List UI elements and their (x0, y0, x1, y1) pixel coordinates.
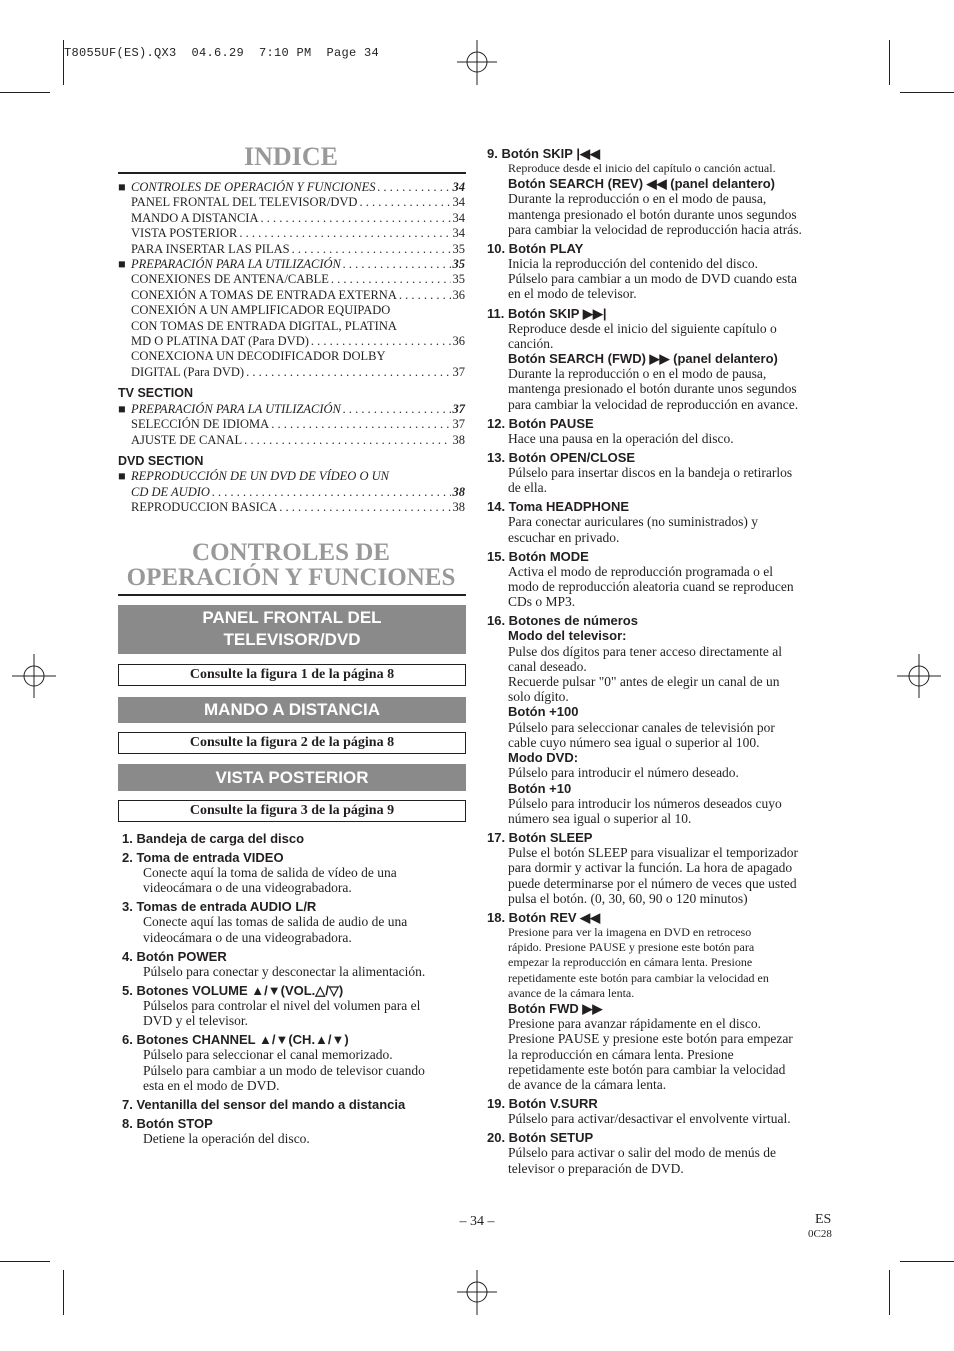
toc-entry (118, 319, 465, 334)
item-description: avance de la cámara lenta. (508, 985, 635, 1000)
item-description: puede determinarse por el número de veces que usted (508, 875, 797, 891)
item-description: en el modo de televisor. (508, 286, 637, 302)
item-description: para cambiar la velocidad de reproducción en avance. (508, 396, 799, 412)
toc-leader (279, 500, 450, 515)
mando-ref-box: Consulte la figura 2 de la página 8 (118, 732, 466, 754)
toc-leader (212, 485, 451, 500)
item-description: Púlselo para introducir el número deseado. (508, 765, 739, 781)
item-description: esta en el modo de DVD. (143, 1077, 280, 1093)
vista-ref-box: Consulte la figura 3 de la página 9 (118, 800, 466, 822)
item-description: Púlselo para seleccionar el canal memorizado. (143, 1047, 393, 1063)
item-description: Inicia la reproducción del contenido del disco. (508, 256, 759, 272)
item-description: para cambiar la velocidad de reproducción hacia atrás. (508, 221, 802, 237)
item-heading: 9. Botón SKIP |◀◀ (487, 146, 600, 161)
item-description: mantenga presionado el botón durante unos segundos (508, 381, 797, 397)
controles-title-line2: OPERACIÓN Y FUNCIONES (126, 564, 456, 591)
item-heading: 20. Botón SETUP (487, 1130, 594, 1146)
item-description: Hace una pausa en la operación del disco. (508, 430, 734, 446)
item-description: Púlselo para conectar y desconectar la alimentación. (143, 963, 426, 979)
item-description: para dormir y activar la función. La hora de apagado (508, 860, 793, 876)
indice-title: INDICE (244, 142, 338, 171)
toc-entry-text: REPRODUCCIÓN DE UN DVD DE VÍDEO O UN (131, 469, 389, 484)
registration-mark (457, 40, 497, 85)
toc-entry (118, 349, 465, 364)
item-description: Detiene la operación del disco. (143, 1131, 310, 1147)
item-description: televisor o preparación de DVD. (508, 1160, 684, 1176)
item-description: la reproducción en cámara lenta. Presione (508, 1046, 734, 1062)
item-description: empezar la reproducción en cámara lenta. Presione (508, 955, 753, 970)
item-subheading: Botón SEARCH (FWD) ▶▶ (panel delantero) (508, 351, 778, 367)
item-description: Para conectar auriculares (no suministrados) y (508, 514, 759, 530)
toc-leader (244, 433, 450, 448)
toc-leader (239, 226, 450, 241)
toc-leader (331, 272, 451, 287)
item-description: repetidamente este botón para cambiar la velocidad (508, 1061, 786, 1077)
item-description: cable cuyo número sea igual o superior al 100. (508, 734, 760, 750)
bullet-square-icon: ■ (118, 257, 126, 272)
item-description: Presione para avanzar rápidamente en el disco. (508, 1016, 762, 1032)
toc-leader (343, 402, 451, 417)
item-description: mantenga presionado el botón durante unos segundos (508, 206, 797, 222)
item-description: pulsa el botón. (0, 30, 60, 90 o 120 minutos) (508, 890, 748, 906)
item-description: Púlselo para cambiar a un modo de DVD cuando esta (508, 271, 798, 287)
crop-mark (0, 92, 50, 93)
item-description: Durante la reproducción o en el modo de pausa, (508, 191, 767, 207)
toc-entry (118, 433, 465, 448)
item-heading: 16. Botones de números (487, 613, 638, 629)
item-heading: 11. Botón SKIP ▶▶| (487, 305, 607, 321)
item-description: Púlselo para insertar discos en la bandeja o retirarlos (508, 465, 793, 481)
crop-mark (63, 1270, 64, 1315)
toc-section-heading: DVD SECTION (118, 453, 204, 468)
toc-entry-text: AJUSTE DE CANAL (131, 432, 243, 447)
toc-leader (292, 242, 451, 257)
toc-page-number: 38 (452, 432, 465, 447)
print-header: T8055UF(ES).QX3 04.6.29 7:10 PM Page 34 (64, 46, 380, 60)
crop-mark (889, 40, 890, 85)
item-description: rápido. Presione PAUSE y presione este botón para (508, 940, 755, 955)
toc-page-number: 34 (452, 195, 465, 210)
toc-page-number: 36 (452, 287, 465, 302)
panel-band-line2: TELEVISOR/DVD (223, 630, 361, 649)
toc-page-number: 34 (452, 180, 465, 194)
toc-leader (377, 180, 450, 195)
toc-entry (118, 402, 465, 417)
toc-entry (118, 211, 465, 226)
item-subheading: Botón SEARCH (REV) ◀◀ (panel delantero) (508, 176, 776, 192)
item-description: videocámara o de una videograbadora. (143, 929, 352, 945)
toc-page-number: 37 (452, 417, 465, 432)
item-description: Pulse el botón SLEEP para visualizar el temporizador (508, 845, 799, 861)
item-heading: 5. Botones VOLUME ▲/▼(VOL.△/▽) (122, 983, 344, 999)
toc-entry-text: PREPARACIÓN PARA LA UTILIZACIÓN (131, 257, 341, 272)
vista-band: VISTA POSTERIOR (118, 764, 466, 791)
item-description: Activa el modo de reproducción programada o el (508, 563, 774, 579)
toc-entry (118, 334, 465, 349)
toc-entry-text: MD O PLATINA DAT (Para DVD) (131, 334, 309, 349)
toc-entry-text: VISTA POSTERIOR (131, 226, 238, 241)
toc-entry (118, 272, 465, 287)
toc-entry (118, 303, 465, 318)
toc-page-number: 34 (452, 226, 465, 241)
left-item-list (122, 831, 467, 1146)
crop-mark (900, 1261, 954, 1262)
item-description: de ella. (508, 480, 547, 496)
item-heading: 19. Botón V.SURR (487, 1096, 598, 1112)
item-description: Durante la reproducción o en el modo de pausa, (508, 366, 767, 382)
crop-mark (900, 92, 954, 93)
table-of-contents (118, 180, 465, 516)
toc-page-number: 37 (452, 364, 465, 379)
toc-entry (118, 485, 465, 500)
language-code: ES (815, 1212, 832, 1227)
registration-mark (12, 654, 56, 698)
title-rule (118, 172, 466, 174)
item-subheading: Botón FWD ▶▶ (508, 1000, 603, 1016)
item-subheading: Botón +10 (508, 780, 572, 796)
toc-entry (118, 469, 465, 484)
item-heading: 17. Botón SLEEP (487, 830, 593, 846)
toc-page-number: 35 (452, 272, 465, 287)
controles-title (118, 540, 464, 590)
item-description: Púlselo para activar o salir del modo de menús de (508, 1145, 777, 1161)
toc-entry-text: CONEXIÓN A UN AMPLIFICADOR EQUIPADO (131, 303, 391, 318)
crop-mark (0, 1261, 50, 1262)
toc-leader (260, 211, 450, 226)
toc-entry (118, 242, 465, 257)
toc-page-number: 37 (452, 401, 465, 416)
print-code: 0C28 (808, 1228, 832, 1240)
toc-section-heading: TV SECTION (118, 386, 194, 401)
toc-entry-text: CONEXIONES DE ANTENA/CABLE (131, 272, 329, 287)
toc-page-number: 36 (452, 334, 465, 349)
controles-title-line1: CONTROLES DE (192, 539, 390, 566)
item-heading: 10. Botón PLAY (487, 241, 584, 257)
toc-entry-text: MANDO A DISTANCIA (131, 210, 259, 225)
item-heading: 18. Botón REV ◀◀ (487, 909, 601, 925)
toc-page-number: 35 (452, 241, 465, 256)
item-heading: 3. Tomas de entrada AUDIO L/R (122, 899, 317, 915)
bullet-square-icon: ■ (118, 180, 126, 194)
item-description: de avance de la cámara lenta. (508, 1076, 667, 1092)
toc-page-number: 38 (452, 484, 465, 499)
toc-page-number: 35 (452, 257, 465, 272)
item-description: canal deseado. (508, 658, 587, 674)
item-description: canción. (508, 335, 554, 351)
toc-entry-text: PREPARACIÓN PARA LA UTILIZACIÓN (131, 401, 341, 416)
toc-entry-text: CONEXCIONA UN DECODIFICADOR DOLBY (131, 349, 386, 364)
toc-page-number: 34 (452, 210, 465, 225)
item-heading: 6. Botones CHANNEL ▲/▼(CH.▲/▼) (122, 1032, 349, 1048)
toc-entry-text: REPRODUCCION BASICA (131, 500, 278, 515)
crop-mark (63, 40, 64, 85)
toc-entry (118, 288, 465, 303)
item-subheading: Modo DVD: (508, 750, 579, 766)
item-description: escuchar en privado. (508, 529, 620, 545)
item-description: Presione para ver la imagena en DVD en retroceso (508, 924, 752, 939)
registration-mark (897, 654, 941, 698)
item-description: solo dígito. (508, 689, 569, 705)
toc-entry-text: CONEXIÓN A TOMAS DE ENTRADA EXTERNA (131, 287, 397, 302)
item-description: Conecte aquí las tomas de salida de audio de una (143, 914, 408, 930)
item-heading: 8. Botón STOP (122, 1116, 213, 1132)
item-description: Presione PAUSE y presione este botón para empezar (508, 1031, 793, 1047)
toc-leader (311, 334, 451, 349)
toc-entry-text: CON TOMAS DE ENTRADA DIGITAL, PLATINA (131, 318, 397, 333)
item-description: Recuerde pulsar "0" antes de elegir un canal de un (508, 674, 780, 690)
item-heading: 4. Botón POWER (122, 948, 227, 964)
toc-leader (359, 195, 450, 210)
right-item-list (487, 146, 837, 1176)
item-heading: 15. Botón MODE (487, 548, 589, 564)
item-description: Reproduce desde el inicio del siguiente capítulo o (508, 320, 777, 336)
item-description: repetidamente este botón para cambiar la velocidad en (508, 970, 769, 985)
item-description: Reproduce desde el inicio del capítulo o canción actual. (508, 161, 776, 175)
toc-entry (118, 226, 465, 241)
item-subheading: Modo del televisor: (508, 628, 627, 644)
toc-leader (246, 365, 450, 380)
title-rule (118, 594, 466, 596)
toc-page-number: 38 (452, 500, 465, 515)
toc-entry (118, 417, 465, 432)
item-heading: 13. Botón OPEN/CLOSE (487, 450, 636, 466)
item-description: Púlselo para seleccionar canales de televisión por (508, 719, 775, 735)
item-description: Púlselos para controlar el nivel del volumen para el (143, 998, 421, 1014)
panel-band-line1: PANEL FRONTAL DEL (202, 608, 382, 627)
item-description: CDs o MP3. (508, 594, 576, 610)
page-number: – 34 – (459, 1214, 495, 1229)
toc-entry-text: CONTROLES DE OPERACIÓN Y FUNCIONES (131, 180, 376, 194)
item-heading: 7. Ventanilla del sensor del mando a distancia (122, 1097, 406, 1113)
toc-entry (118, 257, 465, 272)
item-description: DVD y el televisor. (143, 1013, 248, 1029)
item-description: videocámara o de una videograbadora. (143, 880, 352, 896)
item-description: número sea igual o superior al 10. (508, 810, 692, 826)
toc-leader (343, 257, 451, 272)
toc-entry-text: PARA INSERTAR LAS PILAS (131, 241, 290, 256)
item-description: Púlselo para introducir los números deseados cuyo (508, 795, 782, 811)
item-description: Púlselo para cambiar a un modo de televisor cuando (143, 1062, 425, 1078)
mando-band: MANDO A DISTANCIA (118, 697, 466, 723)
crop-mark (889, 1270, 890, 1315)
item-description: modo de reproducción aleatoria cuand se reproducen (508, 579, 794, 595)
item-description: Conecte aquí la toma de salida de vídeo de una (143, 865, 397, 880)
panel-frontal-band (118, 605, 466, 654)
toc-entry (118, 195, 465, 210)
item-heading: 1. Bandeja de carga del disco (122, 831, 305, 846)
toc-entry (118, 180, 465, 195)
toc-entry-text: PANEL FRONTAL DEL TELEVISOR/DVD (131, 195, 358, 210)
bullet-square-icon: ■ (118, 469, 126, 484)
item-heading: 14. Toma HEADPHONE (487, 499, 630, 515)
item-description: Púlselo para activar/desactivar el envolvente virtual. (508, 1111, 791, 1127)
item-heading: 2. Toma de entrada VIDEO (122, 850, 284, 865)
toc-leader (271, 417, 450, 432)
toc-leader (399, 288, 451, 303)
bullet-square-icon: ■ (118, 401, 126, 416)
item-heading: 12. Botón PAUSE (487, 415, 594, 431)
item-subheading: Botón +100 (508, 704, 579, 720)
registration-mark (457, 1270, 497, 1315)
item-description: Pulse dos dígitos para tener acceso directamente al (508, 643, 783, 659)
toc-entry-text: DIGITAL (Para DVD) (131, 364, 245, 379)
toc-entry-text: CD DE AUDIO (131, 484, 210, 499)
toc-entry-text: SELECCIÓN DE IDIOMA (131, 417, 270, 432)
toc-entry (118, 365, 465, 380)
panel-ref-box: Consulte la figura 1 de la página 8 (118, 664, 466, 686)
toc-entry (118, 500, 465, 515)
